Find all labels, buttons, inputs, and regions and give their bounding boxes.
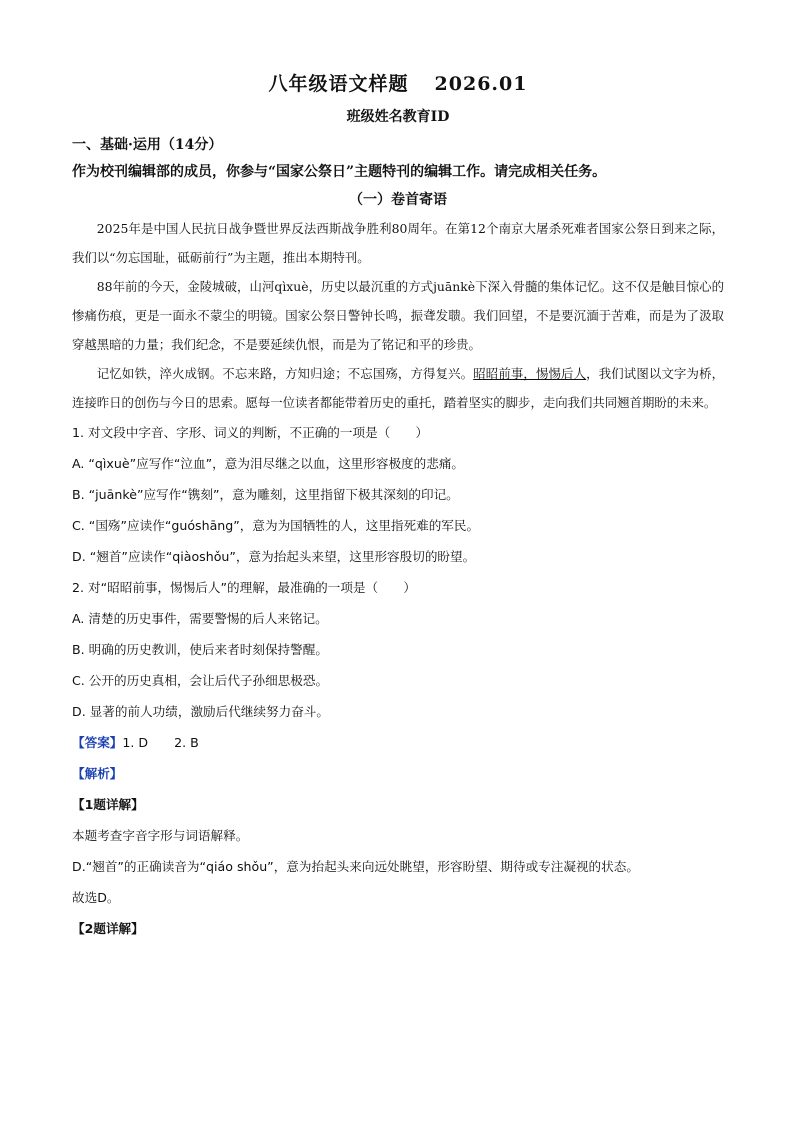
question-1-option-c: C. “国殇”应读作“guóshāng”，意为为国牺牲的人，这里指死难的军民。 [72, 518, 480, 533]
question-1-option-a: A. “qìxuè”应写作“泣血”，意为泪尽继之以血，这里形容极度的悲痛。 [72, 456, 465, 471]
q1-detail-heading: 【1题详解】 [72, 797, 144, 812]
question-1-option-b: B. “juānkè”应写作“镌刻”，意为雕刻，这里指留下极其深刻的印记。 [72, 487, 459, 502]
passage-paragraph-1: 2025年是中国人民抗日战争暨世界反法西斯战争胜利80周年。在第12个南京大屠杀死难者国家公祭日到来之际，我们以“勿忘国耻，砥砺前行”为主题，推出本期特刊。 [72, 221, 724, 265]
passage-paragraph-3 [72, 359, 724, 417]
answer-line [72, 727, 724, 758]
underlined-phrase: 昭昭前事，惕惕后人 [473, 366, 587, 381]
q1-detail-line-2: D.“翘首”的正确读音为“qiáo shǒu”，意为抬起头来向远处眺望，形容盼望、期待或专注凝视的状态。 [72, 859, 639, 874]
document-page [72, 68, 724, 944]
answer-2: 2. B [174, 735, 199, 750]
analysis-label: 【解析】 [72, 766, 123, 781]
document-title [72, 68, 724, 100]
task-instruction: 作为校刊编辑部的成员，你参与“国家公祭日”主题特刊的编辑工作。请完成相关任务。 [72, 164, 607, 180]
passage-paragraph-2: 88年前的今天，金陵城破，山河qìxuè，历史以最沉重的方式juānkè下深入骨髓的集体记忆。这不仅是触目惊心的惨痛伤痕，更是一面永不蒙尘的明镜。国家公祭日警钟长鸣，振聋发聩。我们回望，不是要沉湎于苦难，而是为了汲取穿越黑暗的力量；我们纪念，不是要延续仇恨，而是为了铭记和平的珍贵。 [72, 279, 724, 352]
q1-detail-line-3: 故选D。 [72, 890, 120, 905]
question-2-option-a: A. 清楚的历史事件，需要警惕的后人来铭记。 [72, 611, 328, 626]
question-1-stem: 1. 对文段中字音、字形、词义的判断，不正确的一项是（ ） [72, 425, 429, 440]
title-text: 八年级语文样题 [268, 73, 409, 95]
question-1-option-d: D. “翘首”应读作“qiàoshǒu”，意为抬起头来望，这里形容殷切的盼望。 [72, 549, 476, 564]
passage-p3-start: 记忆如铁，淬火成钢。不忘来路，方知归途；不忘国殇，方得复兴。 [96, 366, 474, 381]
passage-p3-end: ，我们试图以文字为桥，连接昨日的创伤与今日的思索。愿每一位读者都能带着历史的重托，踏着坚实的脚步，走向我们共同翘首期盼的未来。 [72, 366, 725, 410]
answer-1: 1. D [122, 735, 149, 750]
q2-detail-heading: 【2题详解】 [72, 921, 144, 936]
question-2-stem: 2. 对“昭昭前事，惕惕后人”的理解，最准确的一项是（ ） [72, 580, 416, 595]
question-2-option-d: D. 显著的前人功绩，激励后代继续努力奋斗。 [72, 704, 329, 719]
title-date: 2026.01 [434, 73, 528, 95]
answer-label: 【答案】 [72, 735, 123, 750]
question-2-option-c: C. 公开的历史真相，会让后代子孙细思极恐。 [72, 673, 329, 688]
q1-detail-line-1: 本题考查字音字形与词语解释。 [72, 828, 249, 843]
analysis-line [72, 758, 724, 789]
question-2-option-b: B. 明确的历史教训，使后来者时刻保持警醒。 [72, 642, 328, 657]
section-heading: 一、基础·运用（14分） [72, 137, 223, 153]
part-title: （一）卷首寄语 [349, 192, 447, 208]
document-subtitle: 班级姓名教育ID [346, 109, 450, 125]
